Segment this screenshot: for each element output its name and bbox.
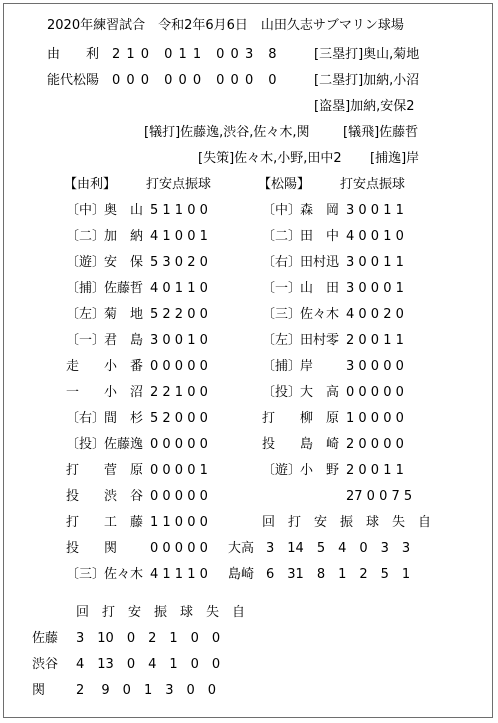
batting-player-name: 佐藤逸 [104,437,144,452]
batting-player-name: 小 沼 [104,385,144,400]
batting-player-name: 柳 原 [300,411,340,426]
batting-player-stats: 5 1 1 0 0 [150,203,208,218]
batting-player-name: 田村零 [300,333,340,348]
batting-player-name: 安 保 [104,255,144,270]
batting-position: 投 [262,437,276,452]
batting-player-stats: 2 0 0 1 1 [346,333,404,348]
batting-player-name: 岸 [300,359,314,374]
batting-position: 打 [66,463,80,478]
batting-player-name: 菅 原 [104,463,144,478]
pitching-right-stats-1: 3 14 5 4 0 3 3 [266,541,411,556]
batting-position: 〔右〕 [66,411,106,426]
batting-player-stats: 0 0 0 0 0 [150,359,208,374]
batting-position: 〔二〕 [262,229,302,244]
batting-player-stats: 0 0 0 0 0 [150,437,208,452]
pitching-right-name-1: 大高 [228,541,255,556]
batting-player-stats: 4 1 0 0 1 [150,229,208,244]
pitching-bottom-stats-1: 3 10 0 2 1 0 0 [76,631,221,646]
batting-position: 〔二〕 [66,229,106,244]
batting-position: 〔中〕 [66,203,106,218]
batting-position: 〔左〕 [66,307,106,322]
note-sac-fly: [犠飛]佐藤哲 [343,125,419,140]
batting-player-stats: 2 2 1 0 0 [150,385,208,400]
batting-player-stats: 4 0 0 2 0 [346,307,404,322]
linescore-team-2: 能代松陽 [47,73,100,88]
batting-position: 〔遊〕 [66,255,106,270]
batting-player-stats: 3 0 0 1 0 [150,333,208,348]
note-caught: [捕逸]岸 [370,151,420,166]
batting-position: 〔右〕 [262,255,302,270]
linescore-innings-1: 2 1 0 0 1 1 0 0 3 8 [112,47,278,62]
note-double: [二塁打]加納,小沼 [314,73,420,88]
batting-player-stats: 0 0 0 0 1 [150,463,208,478]
batting-position: 打 [262,411,276,426]
batting-player-name: 君 島 [104,333,144,348]
batting-player-name: 森 岡 [300,203,340,218]
note-error: [失策]佐々木,小野,田中2 [198,151,342,166]
batting-player-stats: 3 0 0 1 1 [346,255,404,270]
batting-position: 〔一〕 [262,281,302,296]
pitching-bottom-name-3: 関 [32,683,46,698]
pitching-right-name-2: 島崎 [228,567,255,582]
batting-player-name: 小 野 [300,463,340,478]
batting-player-stats: 4 0 1 1 0 [150,281,208,296]
pitching-bottom-stats-2: 4 13 0 4 1 0 0 [76,657,221,672]
batting-player-name: 奥 山 [104,203,144,218]
batting-position: 一 [66,385,80,400]
batting-player-name: 島 崎 [300,437,340,452]
batting-right-cols: 打安点振球 [340,177,406,192]
batting-right-team: 【松陽】 [258,177,311,192]
batting-player-stats: 0 0 0 0 0 [150,489,208,504]
batting-player-name: 大 高 [300,385,340,400]
batting-player-name: 菊 地 [104,307,144,322]
batting-player-stats: 3 0 0 0 1 [346,281,404,296]
batting-player-name: 小 番 [104,359,144,374]
batting-player-stats: 4 1 1 1 0 [150,567,208,582]
batting-position: 〔捕〕 [66,281,106,296]
batting-position: 〔三〕 [262,307,302,322]
batting-player-name: 田 中 [300,229,340,244]
note-triple: [三塁打]奥山,菊地 [314,47,420,62]
pitching-bottom-name-2: 渋谷 [32,657,59,672]
batting-player-name: 工 藤 [104,515,144,530]
batting-position: 〔捕〕 [262,359,302,374]
pitching-bottom-name-1: 佐藤 [32,631,59,646]
pitching-bottom-header: 回 打 安 振 球 失 自 [76,605,246,620]
pitching-bottom-stats-3: 2 9 0 1 3 0 0 [76,683,217,698]
batting-player-name: 間 杉 [104,411,144,426]
note-steal: [盗塁]加納,安保2 [314,99,415,114]
batting-player-stats: 5 3 0 2 0 [150,255,208,270]
batting-player-stats: 0 0 0 0 0 [346,385,404,400]
batting-left-cols: 打安点振球 [146,177,212,192]
pitching-right-stats-2: 6 31 8 1 2 5 1 [266,567,411,582]
batting-position: 〔左〕 [262,333,302,348]
batting-player-name: 加 納 [104,229,144,244]
batting-player-stats: 0 0 0 0 0 [150,541,208,556]
batting-position: 走 [66,359,80,374]
pitching-right-header: 回 打 安 振 球 失 自 [262,515,432,530]
batting-player-name: 山 田 [300,281,340,296]
batting-left-team: 【由利】 [64,177,117,192]
batting-player-stats: 3 0 0 1 1 [346,203,404,218]
batting-position: 投 [66,489,80,504]
batting-player-stats: 2 0 0 1 1 [346,463,404,478]
batting-player-name: 佐々木 [104,567,144,582]
batting-player-stats: 1 0 0 0 0 [346,411,404,426]
note-sac-bunt: [犠打]佐藤逸,渋谷,佐々木,関 [144,125,310,140]
batting-player-name: 佐々木 [300,307,340,322]
batting-position: 投 [66,541,80,556]
batting-position: 〔遊〕 [262,463,302,478]
batting-player-stats: 5 2 0 0 0 [150,411,208,426]
batting-player-stats: 27 0 0 7 5 [346,489,413,504]
batting-player-name: 関 [104,541,118,556]
linescore-innings-2: 0 0 0 0 0 0 0 0 0 0 [112,73,278,88]
page-title: 2020年練習試合 令和2年6月6日 山田久志サブマリン球場 [47,18,404,33]
batting-position: 打 [66,515,80,530]
batting-position: 〔一〕 [66,333,106,348]
batting-position: 〔三〕 [66,567,106,582]
batting-player-stats: 2 0 0 0 0 [346,437,404,452]
batting-player-name: 田村迅 [300,255,340,270]
batting-player-stats: 3 0 0 0 0 [346,359,404,374]
batting-player-stats: 4 0 0 1 0 [346,229,404,244]
batting-player-name: 渋 谷 [104,489,144,504]
batting-position: 〔投〕 [66,437,106,452]
batting-player-stats: 5 2 2 0 0 [150,307,208,322]
batting-position: 〔中〕 [262,203,302,218]
batting-player-name: 佐藤哲 [104,281,144,296]
batting-position: 〔投〕 [262,385,302,400]
linescore-team-1: 由 利 [47,47,100,62]
batting-player-stats: 1 1 0 0 0 [150,515,208,530]
